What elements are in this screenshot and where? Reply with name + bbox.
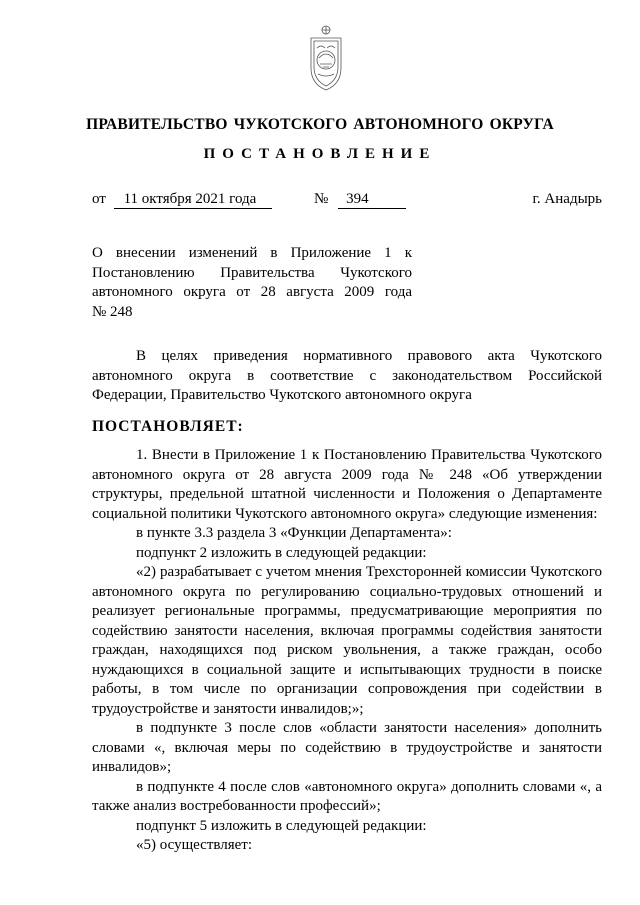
title-line: № 248 <box>92 303 133 320</box>
title-line: О внесении изменений в Приложение 1 к <box>92 245 412 261</box>
paragraph: подпункт 2 изложить в следующей редакции: <box>136 544 427 561</box>
decree-number: 394 <box>338 191 406 209</box>
preamble-block <box>92 347 602 406</box>
preamble-text: В целях приведения нормативного правового акта Чукотского автономного округа в соответствие с законодательством Российской Федерации, Правительство Чукотского автономного округа <box>92 348 602 403</box>
paragraph: «2) разрабатывает с учетом мнения Трехсторонней комиссии Чукотского автономного округа по регулированию социально-трудовых отношений и реализует региональные программы, предусматривающие мероприятия по содействию занятости населения, включая программы содействия занятости граждан, находящихся под риском увольнения, а также граждан, особо нуждающихся в социальной защите и испытывающих трудности в поиске работы, в том числе по организации сопровождения при содействии в трудоустройстве и занятости инвалидов;»; <box>92 564 602 717</box>
document-type-heading: ПОСТАНОВЛЕНИЕ <box>203 146 437 162</box>
decree-title <box>92 244 412 322</box>
title-line: автономного округа от 28 августа 2009 года <box>92 284 412 300</box>
title-line: Постановлению Правительства Чукотского <box>92 264 412 281</box>
paragraph: «5) осуществляет: <box>136 837 253 853</box>
paragraph: в пункте 3.3 раздела 3 «Функции Департамента»: <box>136 525 452 541</box>
organization-heading: ПРАВИТЕЛЬСТВО ЧУКОТСКОГО АВТОНОМНОГО ОКРУГА <box>86 116 554 133</box>
paragraph: в подпункте 3 после слов «области занятости населения» дополнить словами «, включая меры по содействию в трудоустройстве и занятости инвалидов»; <box>92 720 602 775</box>
date-field <box>92 191 272 209</box>
number-field <box>314 191 406 209</box>
date-prefix: от <box>92 191 106 207</box>
number-prefix: № <box>314 191 329 207</box>
paragraph: 1. Внести в Приложение 1 к Постановлению Правительства Чукотского автономного округа от 28 августа 2009 года № 248 «Об утверждении структуры, предельной штатной численности и Положения о Департаменте социальной политики Чукотского автономного округа» следующие изменения: <box>92 447 602 522</box>
paragraph: подпункт 5 изложить в следующей редакции: <box>136 817 427 834</box>
coat-of-arms-emblem <box>305 22 347 94</box>
decree-date: 11 октября 2021 года <box>114 191 272 209</box>
resolves-heading: ПОСТАНОВЛЯЕТ: <box>92 418 244 435</box>
paragraph: в подпункте 4 после слов «автономного округа» дополнить словами «, а также анализ востребованности профессий»; <box>92 778 602 814</box>
main-text <box>92 446 602 856</box>
city: г. Анадырь <box>532 191 602 207</box>
